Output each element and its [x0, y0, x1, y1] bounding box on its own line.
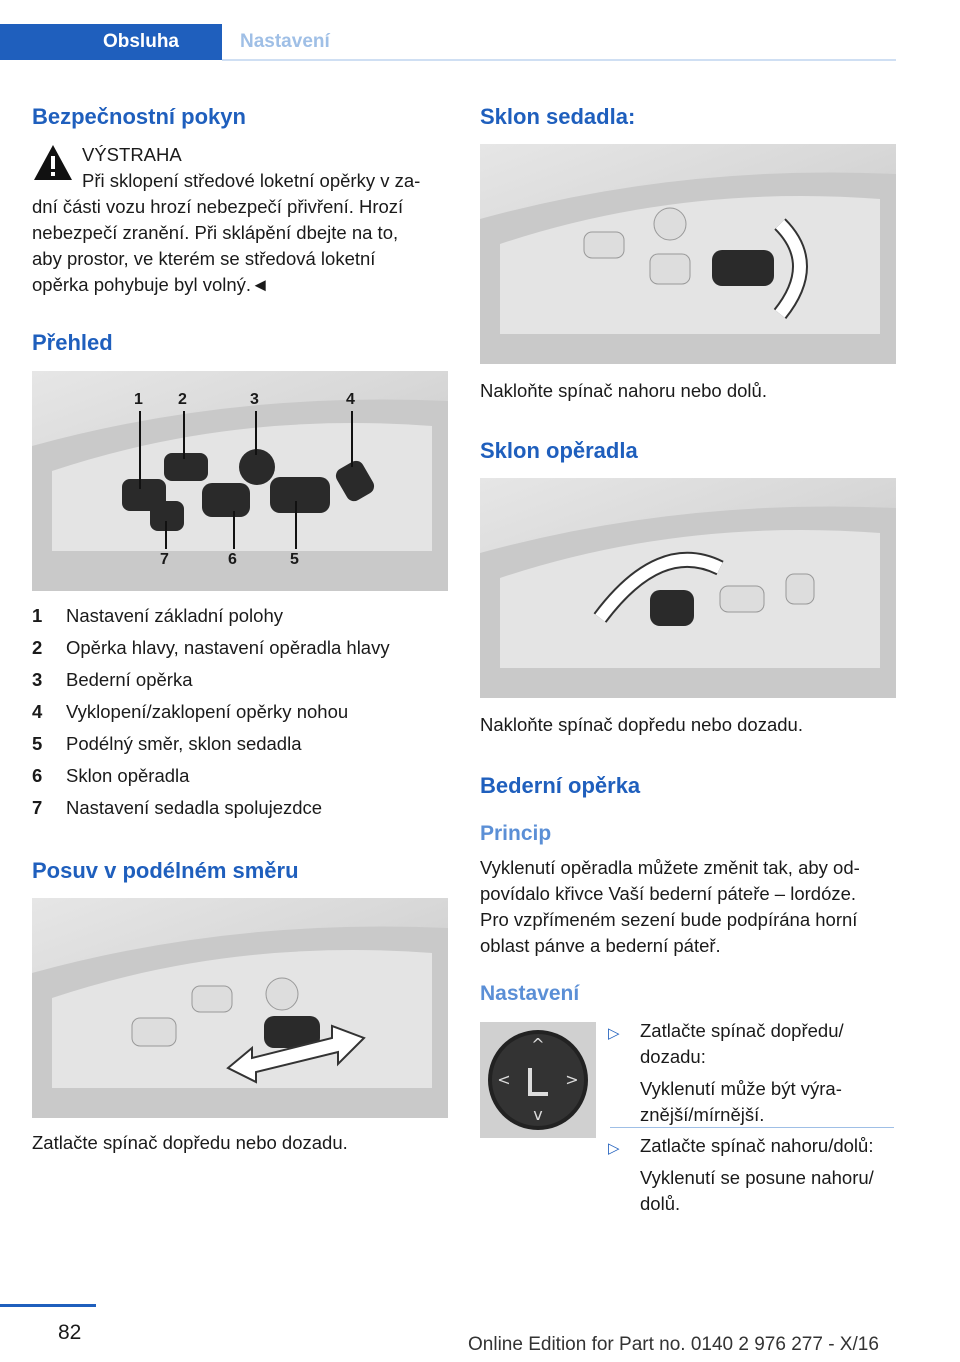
step-1-sub-1: Vyklenutí může být výra- [640, 1078, 842, 1099]
item-text: Sklon opěradla [66, 765, 190, 786]
backrest-title: Sklon opěradla [480, 438, 638, 463]
callout-6: 6 [228, 551, 237, 568]
item-text: Nastavení sedadla spolujezdce [66, 797, 323, 818]
footer-rule [0, 1304, 96, 1307]
callout-5: 5 [290, 551, 299, 568]
callout-1: 1 [134, 391, 143, 408]
callout-7: 7 [160, 551, 169, 568]
backrest-text: Nakloňte spínač dopředu nebo dozadu. [480, 714, 803, 735]
step-1-bullet-icon: ▷ [608, 1025, 620, 1042]
tab-nastaveni-label: Nastavení [240, 31, 330, 52]
list-item [32, 669, 452, 701]
callout-3: 3 [250, 391, 259, 408]
warning-line-2: dní části vozu hrozí nebezpečí přivření. Hrozí [32, 196, 404, 217]
longitudinal-adjust-image [32, 898, 448, 1118]
warning-line-5: opěrka pohybuje byl volný.◄ [32, 274, 270, 295]
item-text: Bederní opěrka [66, 669, 193, 690]
principle-line-3: Pro vzpřímeném sezení bude podpírána horní [480, 909, 858, 930]
tab-nastaveni[interactable] [222, 24, 896, 60]
item-num: 7 [32, 797, 43, 818]
tab-divider [222, 59, 896, 61]
backrest-tilt-image [480, 478, 896, 698]
setting-title: Nastavení [480, 982, 580, 1005]
item-text: Vyklopení/zaklopení opěrky nohou [66, 701, 349, 722]
principle-title: Princip [480, 822, 552, 845]
list-item [32, 733, 452, 765]
list-item [32, 797, 452, 829]
list-item [32, 701, 452, 733]
item-text: Podélný směr, sklon sedadla [66, 733, 302, 754]
step-2-line-1: Zatlačte spínač nahoru/dolů: [640, 1135, 874, 1156]
seat-controls-overview-image [32, 371, 448, 591]
tab-obsluha[interactable] [0, 24, 222, 60]
longitudinal-text: Zatlačte spínač dopředu nebo dozadu. [32, 1132, 348, 1153]
list-item [32, 637, 452, 669]
item-num: 3 [32, 669, 43, 690]
callout-4: 4 [346, 391, 355, 408]
step-1-sub-2: znější/mírnější. [640, 1104, 765, 1125]
seat-tilt-title: Sklon sedadla: [480, 104, 636, 129]
principle-line-2: povídalo křivce Vaší bederní páteře – lordóze. [480, 883, 857, 904]
item-num: 6 [32, 765, 43, 786]
principle-line-1: Vyklenutí opěradla můžete změnit tak, aby od- [480, 857, 860, 878]
item-num: 4 [32, 701, 43, 722]
svg-text:>: > [565, 1070, 579, 1089]
warning-triangle-icon [32, 143, 74, 183]
list-item [32, 765, 452, 797]
step-divider [610, 1127, 894, 1128]
safety-title: Bezpečnostní pokyn [32, 104, 246, 129]
principle-line-4: oblast pánve a bederní páteř. [480, 935, 721, 956]
overview-title: Přehled [32, 330, 113, 355]
longitudinal-title: Posuv v podélném směru [32, 858, 299, 883]
callout-2: 2 [178, 391, 187, 408]
edition-note: Online Edition for Part no. 0140 2 976 277 - X/16 [468, 1334, 879, 1355]
step-1-line-2: dozadu: [640, 1046, 706, 1067]
svg-text:^: ^ [531, 1035, 545, 1054]
header-tabs [0, 24, 896, 62]
item-num: 1 [32, 605, 43, 626]
svg-text:<: < [497, 1070, 511, 1089]
item-text: Opěrka hlavy, nastavení opěradla hlavy [66, 637, 390, 658]
item-num: 2 [32, 637, 43, 658]
warning-line-4: aby prostor, ve kterém se středová loketní [32, 248, 376, 269]
item-text: Nastavení základní polohy [66, 605, 283, 626]
seat-tilt-text: Nakloňte spínač nahoru nebo dolů. [480, 380, 767, 401]
step-2-sub-2: dolů. [640, 1193, 681, 1214]
warning-line-3: nebezpečí zranění. Při sklápění dbejte na to, [32, 222, 399, 243]
warning-label: VÝSTRAHA [82, 144, 182, 165]
step-1-line-1: Zatlačte spínač dopředu/ [640, 1020, 844, 1041]
warning-line-1: Při sklopení středové loketní opěrky v za- [82, 170, 421, 191]
svg-text:v: v [533, 1105, 543, 1124]
seat-tilt-image [480, 144, 896, 364]
step-2-bullet-icon: ▷ [608, 1140, 620, 1157]
lumbar-title: Bederní opěrka [480, 773, 641, 798]
tab-obsluha-label: Obsluha [102, 31, 179, 52]
step-2-sub-1: Vyklenutí se posune nahoru/ [640, 1167, 874, 1188]
item-num: 5 [32, 733, 43, 754]
list-item [32, 605, 452, 637]
page-number: 82 [58, 1321, 82, 1344]
lumbar-switch-image [480, 1022, 596, 1138]
